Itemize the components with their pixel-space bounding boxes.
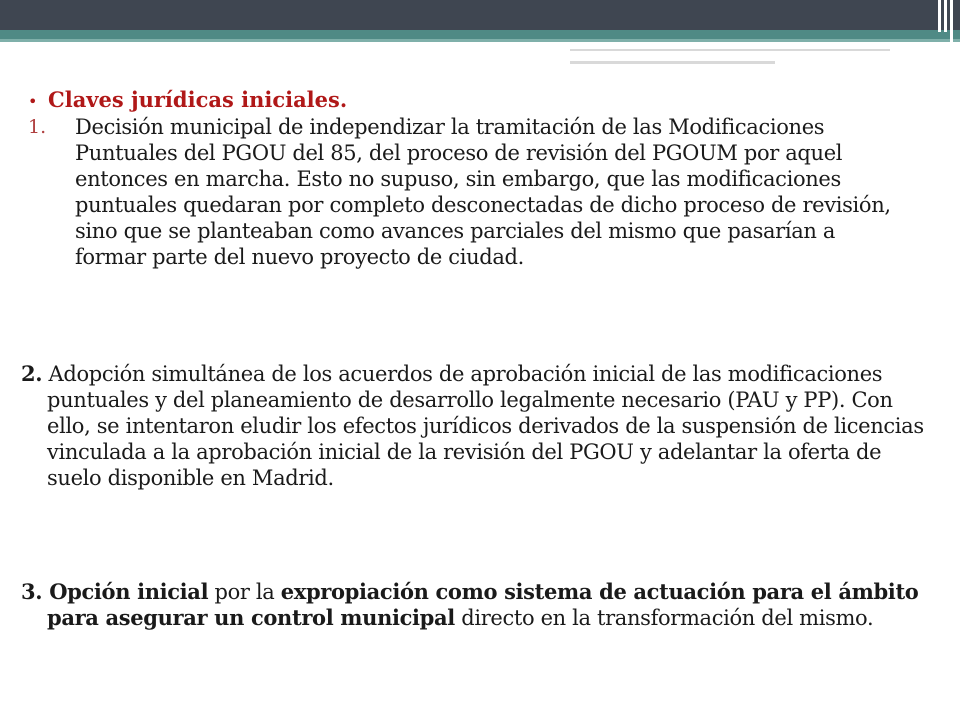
list-item-text: Decisión municipal de independizar la tramitación de las Modificaciones Puntuales del PGOU del 85, del proceso de revisión del PGOUM por aquel entonces en marcha. Esto no supuso, sin embargo, que las modificaciones puntuales quedaran por completo desconectadas de dicho proceso de revisión, sino que se planteaban como avances parciales del mismo que pasarían a formar parte del nuevo proyecto de ciudad. — [75, 115, 891, 269]
slide-content — [21, 87, 924, 630]
list-item-text: Adopción simultánea de los acuerdos de aprobación inicial de las modificaciones puntuales y del planeamiento de desarrollo legalmente necesario (PAU y PP). Con ello, se intentaron eludir los efectos jurídicos derivados de la suspensión de licencias vinculada a la aprobación inicial de la revisión del PGOU y adelantar la oferta de suelo disponible en Madrid. — [42, 362, 924, 490]
decor-vertical-line — [950, 0, 953, 44]
list-item-2 — [21, 361, 927, 491]
plain-text: por la — [208, 580, 281, 604]
list-number: 2. — [21, 361, 43, 386]
list-number: 3. — [21, 579, 43, 604]
slide-heading: Claves jurídicas iniciales. — [48, 87, 348, 112]
list-item-1 — [28, 114, 908, 270]
top-bar-decoration — [0, 0, 960, 30]
decor-line — [570, 61, 775, 64]
emphasis-text: expropiación como sistema de actuación para el ámbito para asegurar un control municipal — [47, 579, 919, 630]
teal-band-decoration — [0, 30, 960, 39]
decor-line — [570, 49, 890, 51]
emphasis-text: Opción inicial — [42, 579, 209, 604]
decor-vertical-line — [944, 0, 947, 32]
heading-row — [28, 87, 908, 115]
list-number: 1. — [28, 116, 47, 138]
plain-text: directo en la transformación del mismo. — [454, 606, 874, 630]
teal-thin-line-decoration — [0, 39, 960, 42]
bullet-icon: • — [28, 92, 38, 111]
list-item-3 — [21, 579, 927, 631]
decor-vertical-line — [938, 0, 941, 32]
